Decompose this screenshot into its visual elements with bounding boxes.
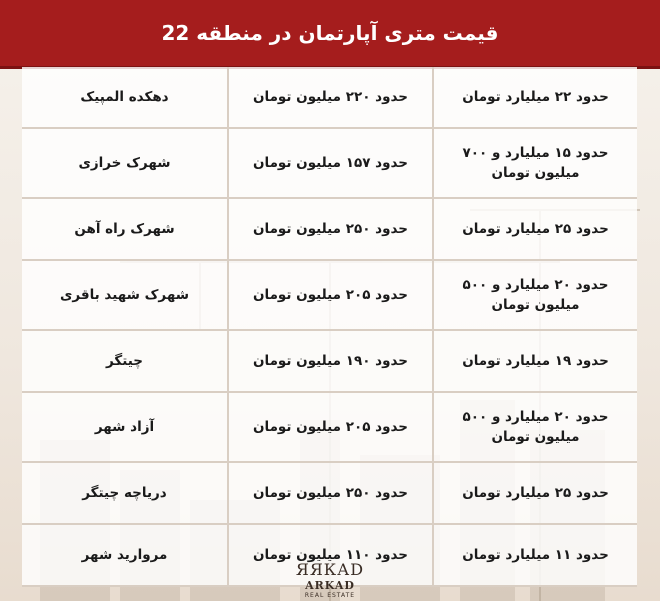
total-price-cell: حدود ۱۵ میلیارد و ۷۰۰ میلیون تومان (432, 129, 637, 197)
area-name-cell: آزاد شهر (22, 393, 227, 461)
area-name-cell: شهرک خرازی (22, 129, 227, 197)
area-name-cell: دهکده المپیک (22, 67, 227, 127)
table-row (22, 393, 637, 463)
area-name-cell: مروارید شهر (22, 525, 227, 585)
header-banner (0, 0, 660, 69)
table-row (22, 129, 637, 199)
arkad-logo (290, 560, 370, 599)
total-price-cell: حدود ۲۵ میلیارد تومان (432, 463, 637, 523)
per-meter-price-cell: حدود ۲۲۰ میلیون تومان (227, 67, 432, 127)
total-price-cell: حدود ۲۰ میلیارد و ۵۰۰ میلیون تومان (432, 261, 637, 329)
table-row (22, 331, 637, 393)
total-price-cell: حدود ۲۵ میلیارد تومان (432, 199, 637, 259)
area-name-cell: دریاچه چیتگر (22, 463, 227, 523)
area-name-cell: شهرک راه آهن (22, 199, 227, 259)
per-meter-price-cell: حدود ۲۰۵ میلیون تومان (227, 393, 432, 461)
per-meter-price-cell: حدود ۱۵۷ میلیون تومان (227, 129, 432, 197)
table-row (22, 261, 637, 331)
per-meter-price-cell: حدود ۲۰۵ میلیون تومان (227, 261, 432, 329)
logo-subtitle: REAL ESTATE (304, 592, 356, 599)
area-name-cell: شهرک شهید باقری (22, 261, 227, 329)
total-price-cell: حدود ۱۱ میلیارد تومان (432, 525, 637, 585)
table-row (22, 463, 637, 525)
page-title: قیمت متری آپارتمان در منطقه 22 (161, 21, 499, 45)
table-row (22, 199, 637, 261)
total-price-cell: حدود ۱۹ میلیارد تومان (432, 331, 637, 391)
per-meter-price-cell: حدود ۱۱۰ میلیون تومان (227, 525, 432, 585)
per-meter-price-cell: حدود ۲۵۰ میلیون تومان (227, 463, 432, 523)
table-row (22, 67, 637, 129)
per-meter-price-cell: حدود ۱۹۰ میلیون تومان (227, 331, 432, 391)
total-price-cell: حدود ۲۲ میلیارد تومان (432, 67, 637, 127)
area-name-cell: چیتگر (22, 331, 227, 391)
price-table (22, 67, 637, 587)
logo-mark: ЯЯКАD (295, 560, 365, 579)
total-price-cell: حدود ۲۰ میلیارد و ۵۰۰ میلیون تومان (432, 393, 637, 461)
logo-name: ARKAD (305, 579, 355, 592)
per-meter-price-cell: حدود ۲۵۰ میلیون تومان (227, 199, 432, 259)
